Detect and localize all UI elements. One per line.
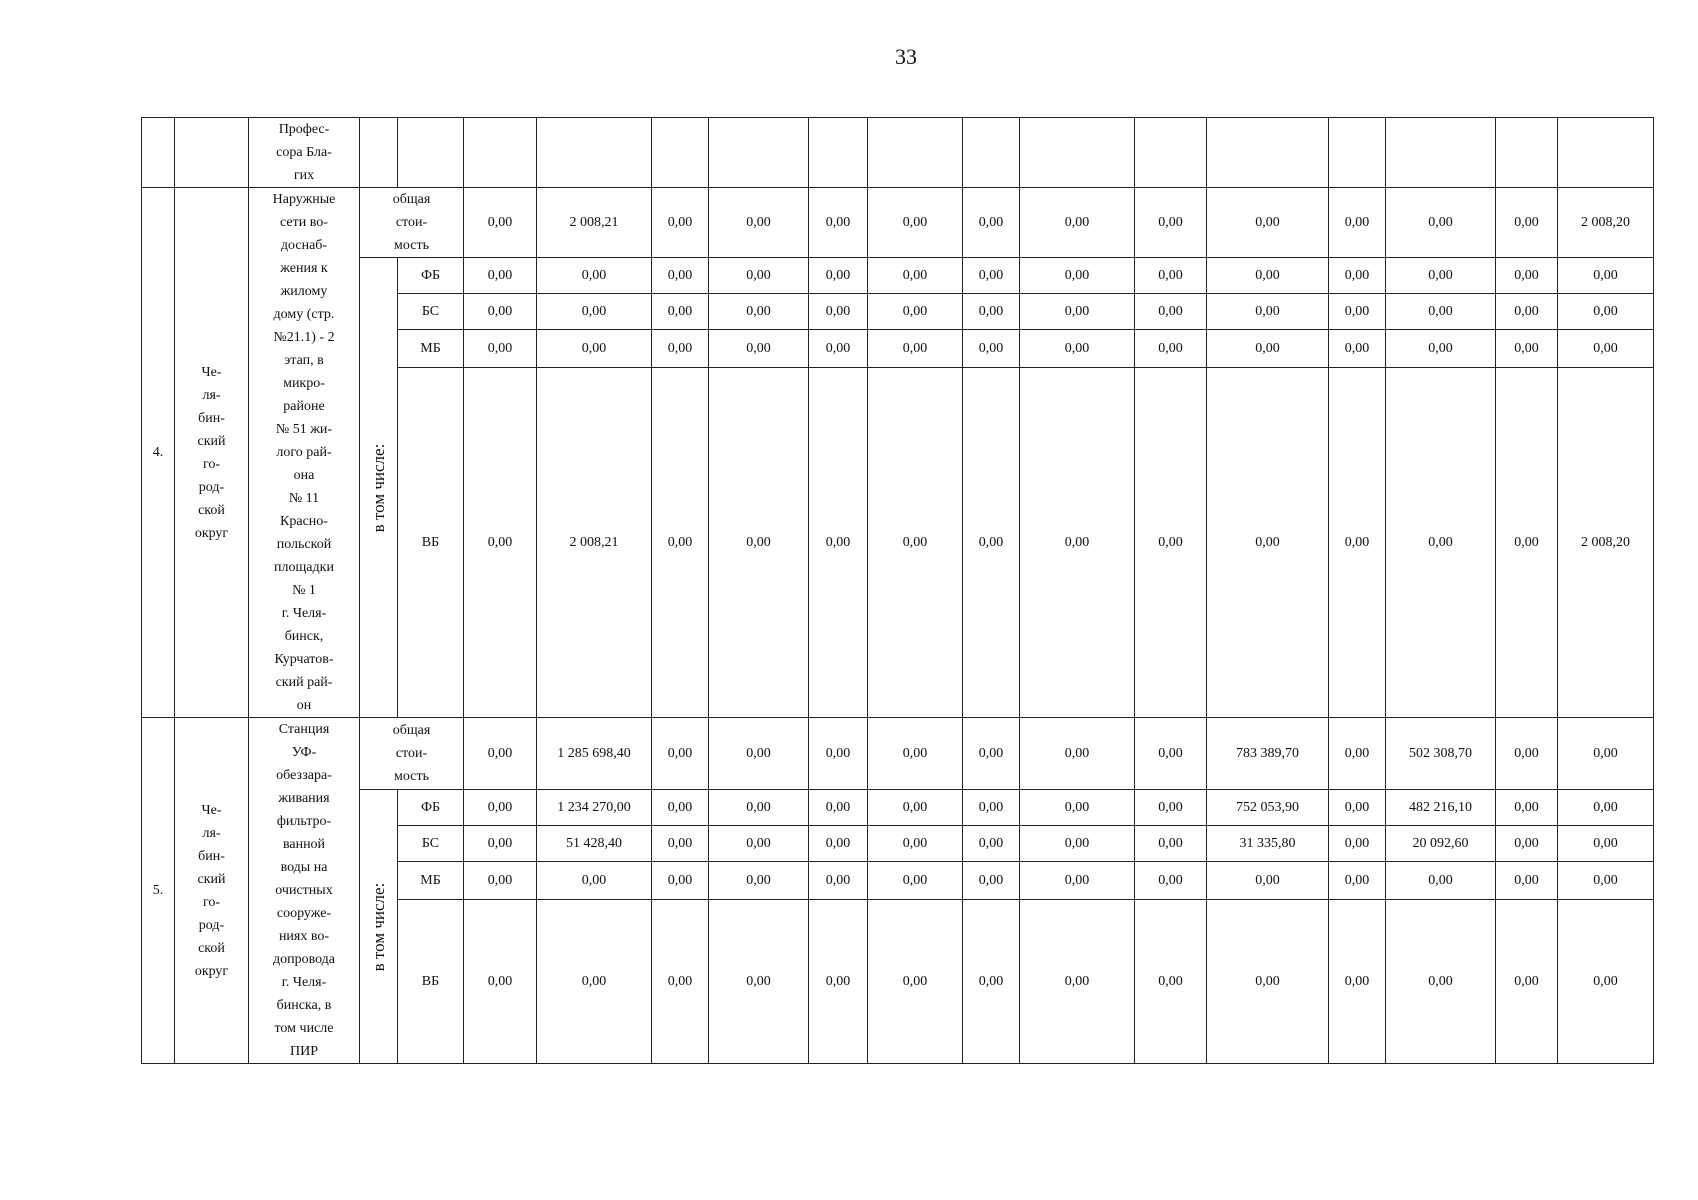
value-cell: 0,00 (1329, 862, 1386, 900)
value-cell: 0,00 (709, 188, 809, 258)
value-cell: 0,00 (1496, 790, 1558, 826)
value-cell: 0,00 (709, 900, 809, 1064)
value-cell: 0,00 (1207, 330, 1329, 368)
value-cell: 0,00 (963, 900, 1020, 1064)
empty-cell (537, 118, 652, 188)
value-cell: 0,00 (464, 790, 537, 826)
value-cell: 0,00 (537, 900, 652, 1064)
value-cell: 0,00 (464, 258, 537, 294)
value-cell: 0,00 (652, 368, 709, 718)
empty-cell (652, 118, 709, 188)
value-cell: 0,00 (809, 294, 868, 330)
value-cell: 0,00 (1386, 862, 1496, 900)
value-cell: 0,00 (963, 718, 1020, 790)
territory-cell: Че- ля- бин- ский го- род- ской округ (175, 718, 249, 1064)
value-cell: 0,00 (1207, 368, 1329, 718)
value-cell: 0,00 (1135, 900, 1207, 1064)
empty-cell (1020, 118, 1135, 188)
value-cell: 0,00 (809, 790, 868, 826)
value-cell: 0,00 (809, 330, 868, 368)
value-cell: 0,00 (1020, 294, 1135, 330)
value-cell: 0,00 (1207, 258, 1329, 294)
value-cell: 0,00 (1329, 718, 1386, 790)
value-cell: 0,00 (1386, 294, 1496, 330)
funding-source-label: МБ (398, 862, 464, 900)
value-cell: 0,00 (1020, 862, 1135, 900)
value-cell: 0,00 (809, 718, 868, 790)
empty-cell (398, 118, 464, 188)
value-cell: 0,00 (1020, 718, 1135, 790)
funding-source-label: ВБ (398, 900, 464, 1064)
value-cell: 1 234 270,00 (537, 790, 652, 826)
in-total-vertical-label (360, 258, 398, 718)
value-cell: 0,00 (868, 258, 963, 294)
value-cell: 20 092,60 (1386, 826, 1496, 862)
funding-source-label: БС (398, 294, 464, 330)
value-cell: 0,00 (1020, 258, 1135, 294)
value-cell: 0,00 (1329, 258, 1386, 294)
value-cell: 0,00 (1020, 900, 1135, 1064)
value-cell: 0,00 (963, 368, 1020, 718)
value-cell: 0,00 (1329, 368, 1386, 718)
value-cell: 0,00 (1329, 294, 1386, 330)
value-cell: 0,00 (1496, 188, 1558, 258)
value-cell: 0,00 (652, 188, 709, 258)
value-cell: 0,00 (652, 718, 709, 790)
funding-source-label: ФБ (398, 258, 464, 294)
object-name-cell: Наружные сети во- доснаб- жения к жилому дому (стр. №21.1) - 2 этап, в микро- районе № 51 жи- лого рай- она № 11 Красно- польской площадки № 1 г. Челя- бинск, Курчатов- ский рай- он (249, 188, 360, 718)
value-cell: 0,00 (1135, 330, 1207, 368)
value-cell: 0,00 (1496, 900, 1558, 1064)
value-cell: 0,00 (1329, 188, 1386, 258)
value-cell: 0,00 (1558, 790, 1654, 826)
empty-cell (142, 118, 175, 188)
value-cell: 0,00 (1496, 826, 1558, 862)
value-cell: 0,00 (1329, 826, 1386, 862)
empty-cell (709, 118, 809, 188)
value-cell: 0,00 (709, 368, 809, 718)
value-cell: 0,00 (963, 826, 1020, 862)
source-row (142, 258, 1654, 294)
value-cell: 0,00 (868, 826, 963, 862)
value-cell: 0,00 (1558, 826, 1654, 862)
value-cell: 0,00 (1329, 900, 1386, 1064)
value-cell: 0,00 (868, 368, 963, 718)
continuation-row (142, 118, 1654, 188)
empty-cell (360, 118, 398, 188)
value-cell: 0,00 (1496, 862, 1558, 900)
empty-cell (963, 118, 1020, 188)
value-cell: 0,00 (709, 790, 809, 826)
value-cell: 0,00 (809, 900, 868, 1064)
entry-index: 5. (142, 718, 175, 1064)
empty-cell (1386, 118, 1496, 188)
value-cell: 0,00 (652, 294, 709, 330)
object-name-cell: Станция УФ- обеззара- живания фильтро- ванной воды на очистных сооруже- ниях во- допровода г. Челя- бинска, в том числе ПИР (249, 718, 360, 1064)
value-cell: 0,00 (464, 188, 537, 258)
value-cell: 0,00 (652, 790, 709, 826)
value-cell: 0,00 (652, 826, 709, 862)
value-cell: 0,00 (1386, 900, 1496, 1064)
value-cell: 1 285 698,40 (537, 718, 652, 790)
value-cell: 0,00 (1558, 718, 1654, 790)
empty-cell (464, 118, 537, 188)
value-cell: 0,00 (709, 862, 809, 900)
value-cell: 0,00 (709, 294, 809, 330)
value-cell: 0,00 (709, 826, 809, 862)
value-cell: 2 008,20 (1558, 188, 1654, 258)
value-cell: 783 389,70 (1207, 718, 1329, 790)
value-cell: 0,00 (1207, 862, 1329, 900)
value-cell: 0,00 (537, 862, 652, 900)
value-cell: 0,00 (809, 188, 868, 258)
funding-source-label: ВБ (398, 368, 464, 718)
total-cost-row (142, 188, 1654, 258)
total-cost-label: общая стои- мость (360, 718, 464, 790)
value-cell: 0,00 (1329, 330, 1386, 368)
value-cell: 0,00 (1135, 790, 1207, 826)
empty-cell (868, 118, 963, 188)
value-cell: 0,00 (868, 790, 963, 826)
value-cell: 0,00 (1020, 188, 1135, 258)
value-cell: 0,00 (1020, 330, 1135, 368)
value-cell: 0,00 (963, 790, 1020, 826)
in-total-vertical-label (360, 790, 398, 1064)
value-cell: 0,00 (809, 258, 868, 294)
empty-cell (175, 118, 249, 188)
value-cell: 0,00 (1020, 368, 1135, 718)
value-cell: 0,00 (1135, 368, 1207, 718)
value-cell: 0,00 (709, 718, 809, 790)
value-cell: 0,00 (1329, 790, 1386, 826)
value-cell: 51 428,40 (537, 826, 652, 862)
value-cell: 31 335,80 (1207, 826, 1329, 862)
value-cell: 0,00 (652, 258, 709, 294)
value-cell: 0,00 (652, 862, 709, 900)
value-cell: 0,00 (1020, 790, 1135, 826)
funding-source-label: МБ (398, 330, 464, 368)
total-cost-label: общая стои- мость (360, 188, 464, 258)
empty-cell (1558, 118, 1654, 188)
empty-cell (1496, 118, 1558, 188)
value-cell: 0,00 (1386, 188, 1496, 258)
in-total-label-text: в том числе: (368, 882, 388, 971)
value-cell: 0,00 (1135, 294, 1207, 330)
value-cell: 0,00 (652, 330, 709, 368)
value-cell: 0,00 (963, 862, 1020, 900)
funding-source-label: ФБ (398, 790, 464, 826)
budget-table (141, 117, 1654, 1064)
value-cell: 0,00 (1386, 368, 1496, 718)
source-row (142, 790, 1654, 826)
value-cell: 0,00 (1558, 294, 1654, 330)
value-cell: 0,00 (868, 294, 963, 330)
value-cell: 0,00 (809, 862, 868, 900)
value-cell: 0,00 (1135, 188, 1207, 258)
value-cell: 0,00 (464, 826, 537, 862)
value-cell: 2 008,20 (1558, 368, 1654, 718)
territory-cell: Че- ля- бин- ский го- род- ской округ (175, 188, 249, 718)
value-cell: 0,00 (1135, 718, 1207, 790)
value-cell: 0,00 (709, 330, 809, 368)
value-cell: 0,00 (1207, 188, 1329, 258)
value-cell: 0,00 (464, 330, 537, 368)
value-cell: 0,00 (464, 718, 537, 790)
value-cell: 0,00 (1558, 258, 1654, 294)
object-name-cell: Профес- сора Бла- гих (249, 118, 360, 188)
value-cell: 0,00 (464, 900, 537, 1064)
value-cell: 2 008,21 (537, 368, 652, 718)
value-cell: 0,00 (1496, 330, 1558, 368)
value-cell: 0,00 (1135, 258, 1207, 294)
value-cell: 0,00 (1496, 718, 1558, 790)
value-cell: 0,00 (963, 188, 1020, 258)
value-cell: 0,00 (1496, 258, 1558, 294)
value-cell: 0,00 (709, 258, 809, 294)
value-cell: 0,00 (809, 826, 868, 862)
value-cell: 0,00 (1207, 294, 1329, 330)
value-cell: 0,00 (868, 900, 963, 1064)
value-cell: 0,00 (1386, 330, 1496, 368)
value-cell: 0,00 (464, 368, 537, 718)
value-cell: 0,00 (537, 258, 652, 294)
value-cell: 0,00 (464, 862, 537, 900)
total-cost-row (142, 718, 1654, 790)
value-cell: 0,00 (1496, 368, 1558, 718)
empty-cell (1329, 118, 1386, 188)
value-cell: 0,00 (1207, 900, 1329, 1064)
empty-cell (1135, 118, 1207, 188)
value-cell: 482 216,10 (1386, 790, 1496, 826)
value-cell: 0,00 (1135, 862, 1207, 900)
value-cell: 0,00 (809, 368, 868, 718)
value-cell: 0,00 (652, 900, 709, 1064)
value-cell: 752 053,90 (1207, 790, 1329, 826)
empty-cell (809, 118, 868, 188)
value-cell: 0,00 (1386, 258, 1496, 294)
value-cell: 0,00 (1558, 862, 1654, 900)
value-cell: 0,00 (963, 294, 1020, 330)
empty-cell (1207, 118, 1329, 188)
value-cell: 0,00 (868, 862, 963, 900)
value-cell: 0,00 (868, 188, 963, 258)
in-total-label-text: в том числе: (368, 443, 388, 532)
value-cell: 0,00 (537, 330, 652, 368)
entry-index: 4. (142, 188, 175, 718)
value-cell: 0,00 (1135, 826, 1207, 862)
value-cell: 0,00 (963, 258, 1020, 294)
value-cell: 502 308,70 (1386, 718, 1496, 790)
value-cell: 0,00 (1558, 330, 1654, 368)
value-cell: 0,00 (1558, 900, 1654, 1064)
value-cell: 2 008,21 (537, 188, 652, 258)
funding-source-label: БС (398, 826, 464, 862)
value-cell: 0,00 (537, 294, 652, 330)
value-cell: 0,00 (868, 330, 963, 368)
value-cell: 0,00 (1020, 826, 1135, 862)
value-cell: 0,00 (868, 718, 963, 790)
value-cell: 0,00 (963, 330, 1020, 368)
value-cell: 0,00 (464, 294, 537, 330)
value-cell: 0,00 (1496, 294, 1558, 330)
budget-table-body (142, 118, 1654, 1064)
page-number: 33 (895, 44, 917, 69)
